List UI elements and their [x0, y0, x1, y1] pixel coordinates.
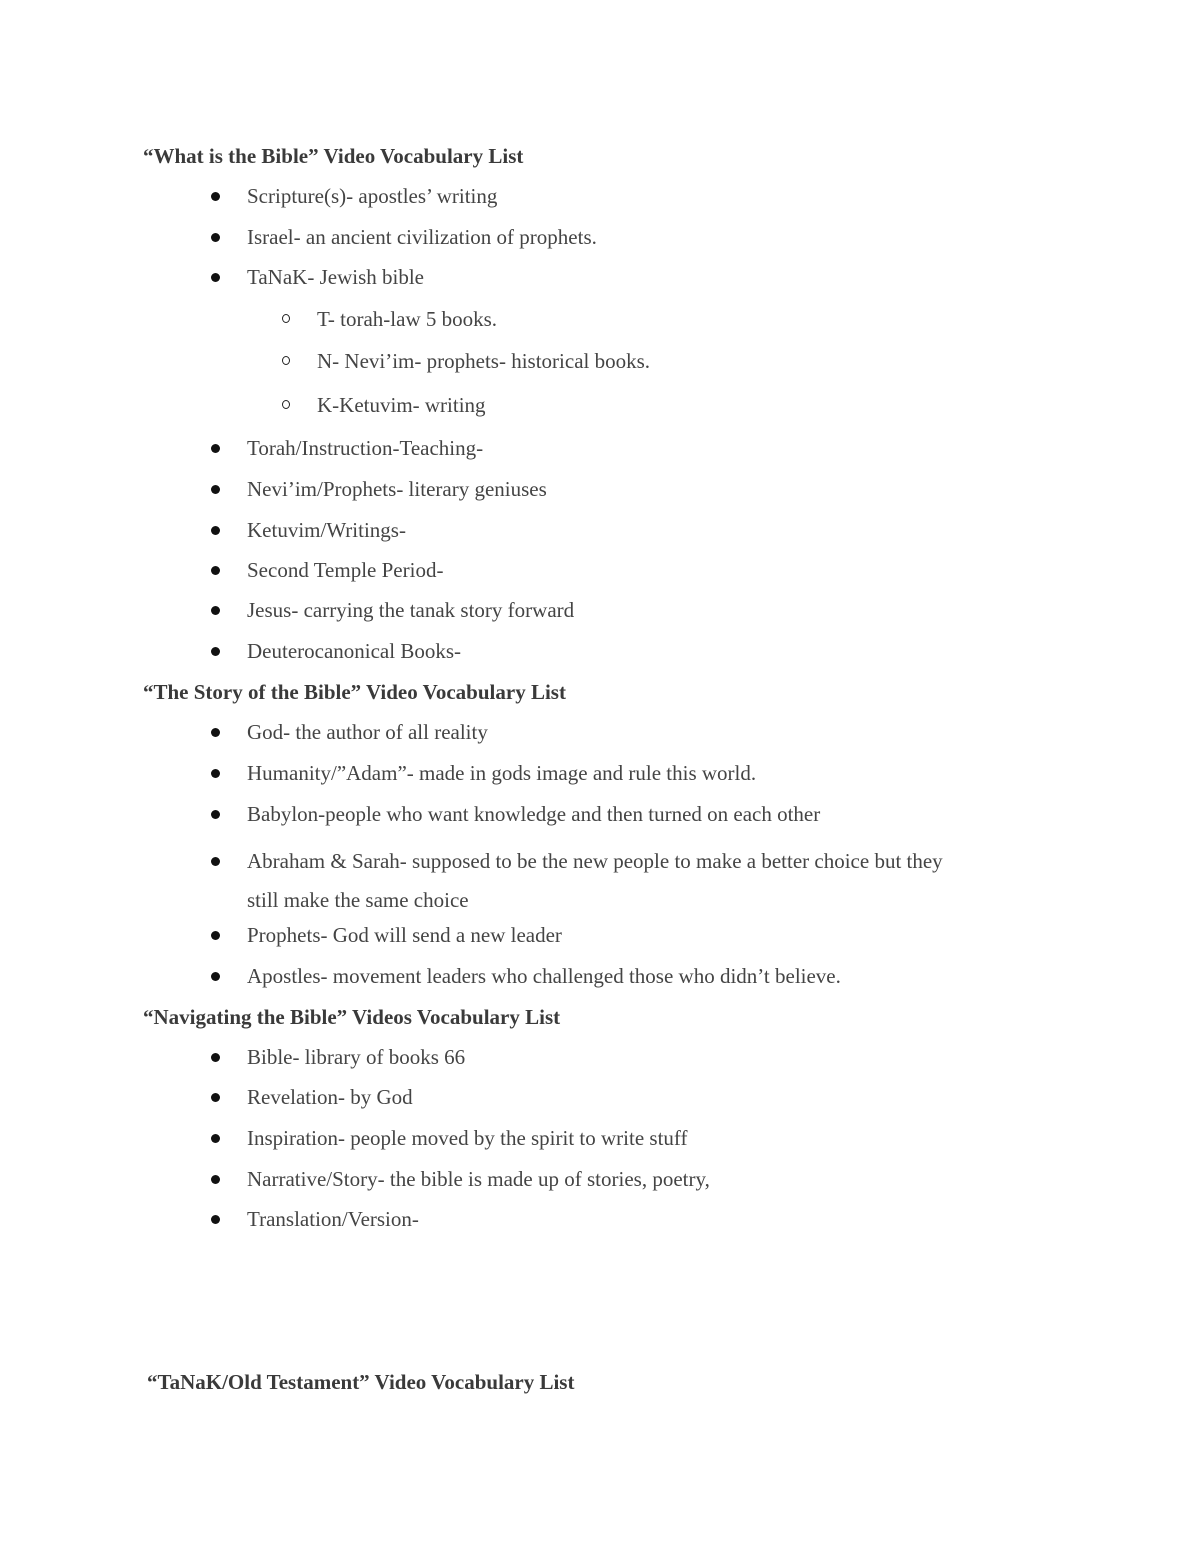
list-item: Translation/Version-: [247, 1206, 419, 1232]
bullet-icon: [211, 1053, 220, 1062]
list-item: Ketuvim/Writings-: [247, 517, 406, 543]
list-item: Prophets- God will send a new leader: [247, 922, 562, 948]
hollow-bullet-icon: [282, 356, 290, 365]
list-item: Inspiration- people moved by the spirit to write stuff: [247, 1125, 688, 1151]
bullet-icon: [211, 1215, 220, 1224]
list-item: Humanity/”Adam”- made in gods image and rule this world.: [247, 760, 756, 786]
bullet-icon: [211, 810, 220, 819]
list-item: TaNaK- Jewish bible: [247, 264, 424, 290]
bullet-icon: [211, 728, 220, 737]
section-heading-tanak-old-testament: “TaNaK/Old Testament” Video Vocabulary List: [147, 1370, 575, 1394]
bullet-icon: [211, 1093, 220, 1102]
list-item: Apostles- movement leaders who challenged those who didn’t believe.: [247, 963, 841, 989]
bullet-icon: [211, 647, 220, 656]
hollow-bullet-icon: [282, 400, 290, 409]
list-item: God- the author of all reality: [247, 719, 488, 745]
bullet-icon: [211, 566, 220, 575]
list-item: Jesus- carrying the tanak story forward: [247, 597, 574, 623]
list-item: Nevi’im/Prophets- literary geniuses: [247, 476, 547, 502]
sub-list-item: K-Ketuvim- writing: [317, 392, 486, 418]
bullet-icon: [211, 769, 220, 778]
list-item: Scripture(s)- apostles’ writing: [247, 183, 497, 209]
bullet-icon: [211, 485, 220, 494]
list-item: Deuterocanonical Books-: [247, 638, 461, 664]
bullet-icon: [211, 233, 220, 242]
bullet-icon: [211, 1134, 220, 1143]
bullet-icon: [211, 857, 220, 866]
bullet-icon: [211, 972, 220, 981]
sub-list-item: N- Nevi’im- prophets- historical books.: [317, 348, 650, 374]
list-item: Abraham & Sarah- supposed to be the new people to make a better choice but they still make the same choice: [247, 842, 943, 920]
list-item: Babylon-people who want knowledge and then turned on each other: [247, 801, 820, 827]
hollow-bullet-icon: [282, 314, 290, 323]
section-heading-story-of-the-bible: “The Story of the Bible” Video Vocabulary List: [143, 680, 566, 704]
bullet-icon: [211, 192, 220, 201]
bullet-icon: [211, 606, 220, 615]
list-item: Torah/Instruction-Teaching-: [247, 435, 483, 461]
section-heading-navigating-the-bible: “Navigating the Bible” Videos Vocabulary List: [143, 1005, 561, 1029]
bullet-icon: [211, 931, 220, 940]
bullet-icon: [211, 526, 220, 535]
bullet-icon: [211, 1175, 220, 1184]
bullet-icon: [211, 273, 220, 282]
section-heading-what-is-the-bible: “What is the Bible” Video Vocabulary List: [143, 144, 524, 168]
bullet-icon: [211, 444, 220, 453]
list-item: Narrative/Story- the bible is made up of stories, poetry,: [247, 1166, 710, 1192]
list-item: Revelation- by God: [247, 1084, 413, 1110]
list-item: Israel- an ancient civilization of prophets.: [247, 224, 597, 250]
list-item: Bible- library of books 66: [247, 1044, 465, 1070]
sub-list-item: T- torah-law 5 books.: [317, 306, 497, 332]
list-item: Second Temple Period-: [247, 557, 443, 583]
